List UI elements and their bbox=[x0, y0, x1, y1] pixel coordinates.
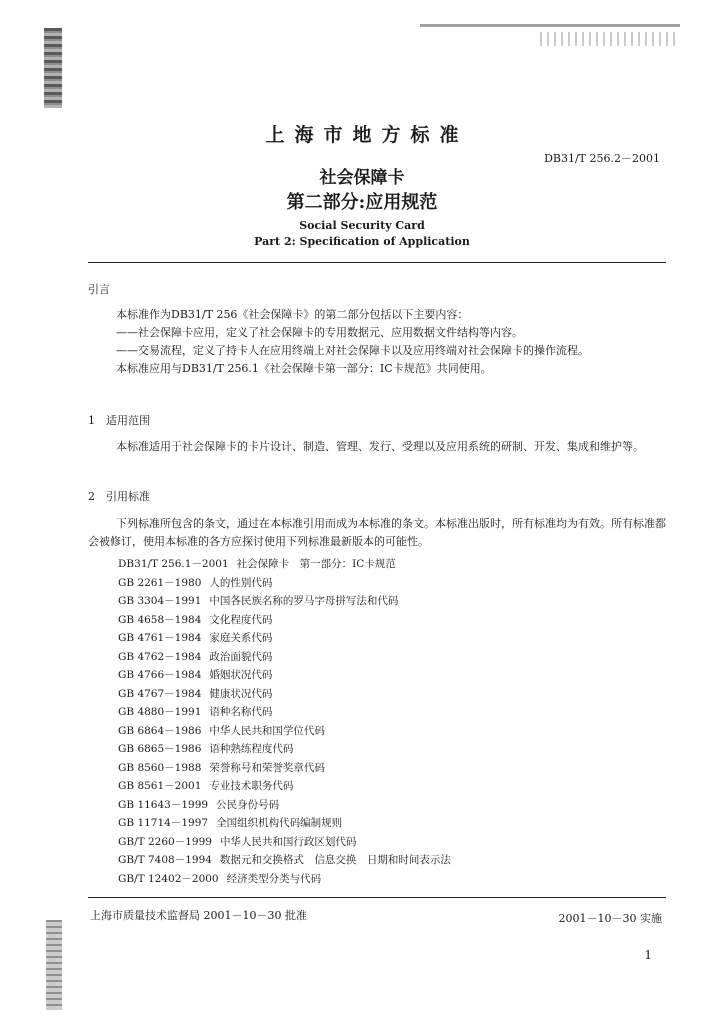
reference-code: GB 8560－1988 bbox=[118, 761, 202, 774]
reference-code: GB 4658－1984 bbox=[118, 613, 202, 626]
document-subtitle-en: Part 2: Specification of Application bbox=[254, 235, 470, 248]
reference-title: 经济类型分类与代码 bbox=[226, 872, 322, 885]
scan-artifact-top-noise bbox=[540, 32, 680, 46]
reference-title: 公民身份号码 bbox=[216, 798, 280, 811]
reference-code: DB31/T 256.1－2001 bbox=[118, 558, 229, 570]
reference-title: 婚姻状况代码 bbox=[209, 669, 273, 681]
reference-code: GB/T 2260－1999 bbox=[118, 835, 212, 848]
scan-artifact-left-top bbox=[44, 28, 62, 108]
reference-title: 家庭关系代码 bbox=[209, 632, 273, 644]
reference-item bbox=[118, 759, 638, 778]
reference-title: 语种名称代码 bbox=[209, 706, 273, 718]
intro-line: ——交易流程，定义了持卡人在应用终端上对社会保障卡以及应用终端对社会保障卡的操作流程。 bbox=[116, 344, 589, 357]
document-title-en: Social Security Card bbox=[299, 219, 425, 232]
intro-line: 本标准作为DB31/T 256《社会保障卡》的第二部分包括以下主要内容： bbox=[116, 308, 469, 321]
reference-code: GB 11643－1999 bbox=[118, 798, 209, 811]
header-divider bbox=[88, 262, 666, 263]
section-1-text: 本标准适用于社会保障卡的卡片设计、制造、管理、发行、受理以及应用系统的研制、开发、集成和维护等。 bbox=[116, 440, 644, 453]
reference-title: 文化程度代码 bbox=[209, 613, 273, 626]
reference-title: 中国各民族名称的罗马字母拼写法和代码 bbox=[209, 595, 399, 607]
reference-code: GB 4761－1984 bbox=[118, 632, 202, 644]
reference-code: GB/T 7408－1994 bbox=[118, 854, 212, 866]
intro-heading: 引言 bbox=[88, 283, 110, 296]
reference-list bbox=[118, 555, 638, 888]
reference-title: 中华人民共和国学位代码 bbox=[209, 724, 325, 737]
reference-item bbox=[118, 833, 638, 852]
reference-title: 政治面貌代码 bbox=[209, 650, 273, 663]
reference-item bbox=[118, 666, 638, 685]
reference-code: GB 3304－1991 bbox=[118, 595, 202, 607]
document-title-cn: 社会保障卡 bbox=[319, 168, 405, 188]
reference-item bbox=[118, 611, 638, 630]
reference-code: GB 8561－2001 bbox=[118, 780, 202, 792]
reference-item bbox=[118, 870, 638, 889]
reference-title: 语种熟练程度代码 bbox=[209, 743, 294, 755]
reference-item bbox=[118, 629, 638, 648]
reference-item bbox=[118, 851, 638, 870]
footer-divider bbox=[88, 897, 666, 898]
reference-title: 荣誉称号和荣誉奖章代码 bbox=[209, 761, 325, 774]
intro-line: 本标准应用与DB31/T 256.1《社会保障卡第一部分：IC卡规范》共同使用。 bbox=[116, 362, 492, 375]
effective-date: 2001－10－30 实施 bbox=[558, 912, 662, 925]
section-1-heading: 1 适用范围 bbox=[88, 414, 150, 427]
reference-item bbox=[118, 685, 638, 704]
section-2-heading: 2 引用标准 bbox=[88, 490, 150, 503]
reference-item bbox=[118, 796, 638, 815]
reference-item bbox=[118, 777, 638, 796]
reference-code: GB 4880－1991 bbox=[118, 706, 202, 718]
reference-item bbox=[118, 814, 638, 833]
reference-code: GB 4766－1984 bbox=[118, 669, 202, 681]
reference-item bbox=[118, 703, 638, 722]
standard-code: DB31/T 256.2－2001 bbox=[544, 152, 660, 165]
reference-item bbox=[118, 740, 638, 759]
reference-title: 专业技术职务代码 bbox=[209, 780, 294, 792]
reference-code: GB 11714－1997 bbox=[118, 817, 209, 829]
reference-item bbox=[118, 574, 638, 593]
intro-line: ——社会保障卡应用，定义了社会保障卡的专用数据元、应用数据文件结构等内容。 bbox=[116, 326, 523, 339]
reference-title: 人的性别代码 bbox=[209, 576, 273, 589]
page-number: 1 bbox=[644, 948, 652, 962]
reference-code: GB 4767－1984 bbox=[118, 687, 202, 700]
issuer-approval: 上海市质量技术监督局 2001－10－30 批准 bbox=[90, 909, 307, 922]
document-subtitle-cn: 第二部分:应用规范 bbox=[286, 192, 438, 213]
reference-code: GB 6864－1986 bbox=[118, 724, 202, 737]
reference-code: GB/T 12402－2000 bbox=[118, 872, 219, 885]
reference-item bbox=[118, 722, 638, 741]
reference-title: 中华人民共和国行政区划代码 bbox=[219, 835, 357, 848]
intro-body bbox=[88, 306, 668, 378]
reference-code: GB 4762－1984 bbox=[118, 650, 202, 663]
scan-artifact-left-bottom bbox=[46, 920, 62, 1010]
standard-title-block bbox=[0, 120, 724, 147]
reference-title: 数据元和交换格式 信息交换 日期和时间表示法 bbox=[219, 854, 451, 866]
reference-item bbox=[118, 555, 638, 574]
reference-title: 全国组织机构代码编制规则 bbox=[216, 817, 343, 829]
reference-item bbox=[118, 592, 638, 611]
scan-artifact-top-line bbox=[420, 24, 680, 27]
reference-code: GB 2261－1980 bbox=[118, 576, 202, 589]
section-2-text: 下列标准所包含的条文，通过在本标准引用而成为本标准的条文。本标准出版时，所有标准均为有效。所有标准都会被修订，使用本标准的各方应探讨使用下列标准最新版本的可能性。 bbox=[88, 517, 666, 548]
reference-title: 健康状况代码 bbox=[209, 687, 273, 700]
standard-title: 上海市地方标准 bbox=[265, 124, 469, 146]
reference-title: 社会保障卡 第一部分：IC卡规范 bbox=[236, 558, 396, 570]
reference-code: GB 6865－1986 bbox=[118, 743, 202, 755]
reference-item bbox=[118, 648, 638, 667]
